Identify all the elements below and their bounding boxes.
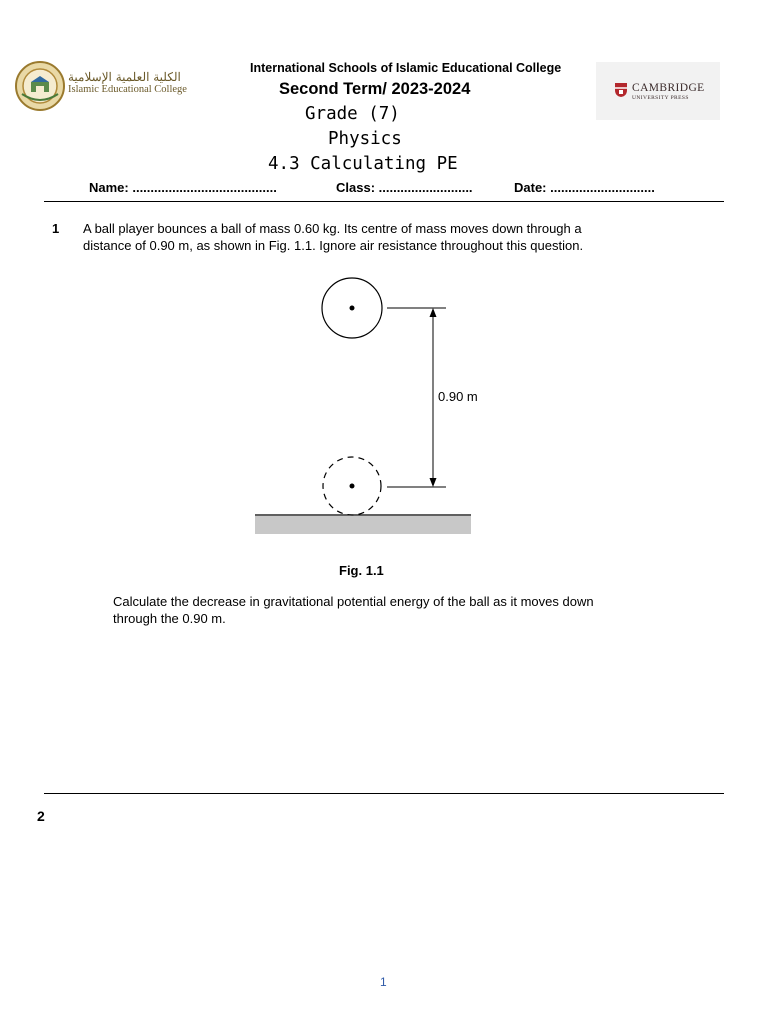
cambridge-subtitle: UNIVERSITY PRESS xyxy=(632,95,689,101)
subquestion-line-1: Calculate the decrease in gravitational potential energy of the ball as it moves down xyxy=(113,594,594,609)
arrowhead-down xyxy=(430,478,437,487)
school-name: International Schools of Islamic Educational College xyxy=(250,61,562,75)
college-name-arabic: الكلية العلمية الإسلامية xyxy=(68,70,181,84)
question-line-1: A ball player bounces a ball of mass 0.60 kg. Its centre of mass moves down through a xyxy=(83,221,582,236)
college-emblem-icon xyxy=(14,60,66,112)
subquestion-line-2: through the 0.90 m. xyxy=(113,610,226,626)
college-name-english: Islamic Educational College xyxy=(68,84,187,95)
college-logo xyxy=(14,60,187,114)
question-number: 1 xyxy=(52,221,60,236)
distance-label: 0.90 m xyxy=(438,389,478,404)
cambridge-name: CAMBRIDGE xyxy=(632,82,705,94)
arrowhead-up xyxy=(430,308,437,317)
header-divider xyxy=(44,201,724,202)
date-field[interactable]: Date: ............................. xyxy=(514,180,655,195)
question-text xyxy=(83,221,583,254)
grade-title: Grade (7) xyxy=(305,104,400,124)
answer-divider xyxy=(44,793,724,794)
lesson-title: 4.3 Calculating PE xyxy=(268,154,458,174)
subquestion-text xyxy=(113,594,594,627)
page-number: 1 xyxy=(380,975,387,989)
class-field[interactable]: Class: .......................... xyxy=(336,180,473,195)
ground xyxy=(255,516,471,534)
cambridge-logo xyxy=(596,62,720,120)
question-line-2: distance of 0.90 m, as shown in Fig. 1.1. Ignore air resistance throughout this question. xyxy=(83,237,584,253)
cambridge-shield-icon xyxy=(614,82,628,98)
question-number: 2 xyxy=(37,808,45,824)
subject-title: Physics xyxy=(328,129,402,149)
name-field[interactable]: Name: ........................................ xyxy=(89,180,277,195)
ball-drop-figure xyxy=(250,270,480,540)
figure-caption: Fig. 1.1 xyxy=(339,563,384,578)
term-title: Second Term/ 2023-2024 xyxy=(279,80,471,98)
ball-top-centre xyxy=(350,306,355,311)
ball-bottom-centre xyxy=(350,484,355,489)
